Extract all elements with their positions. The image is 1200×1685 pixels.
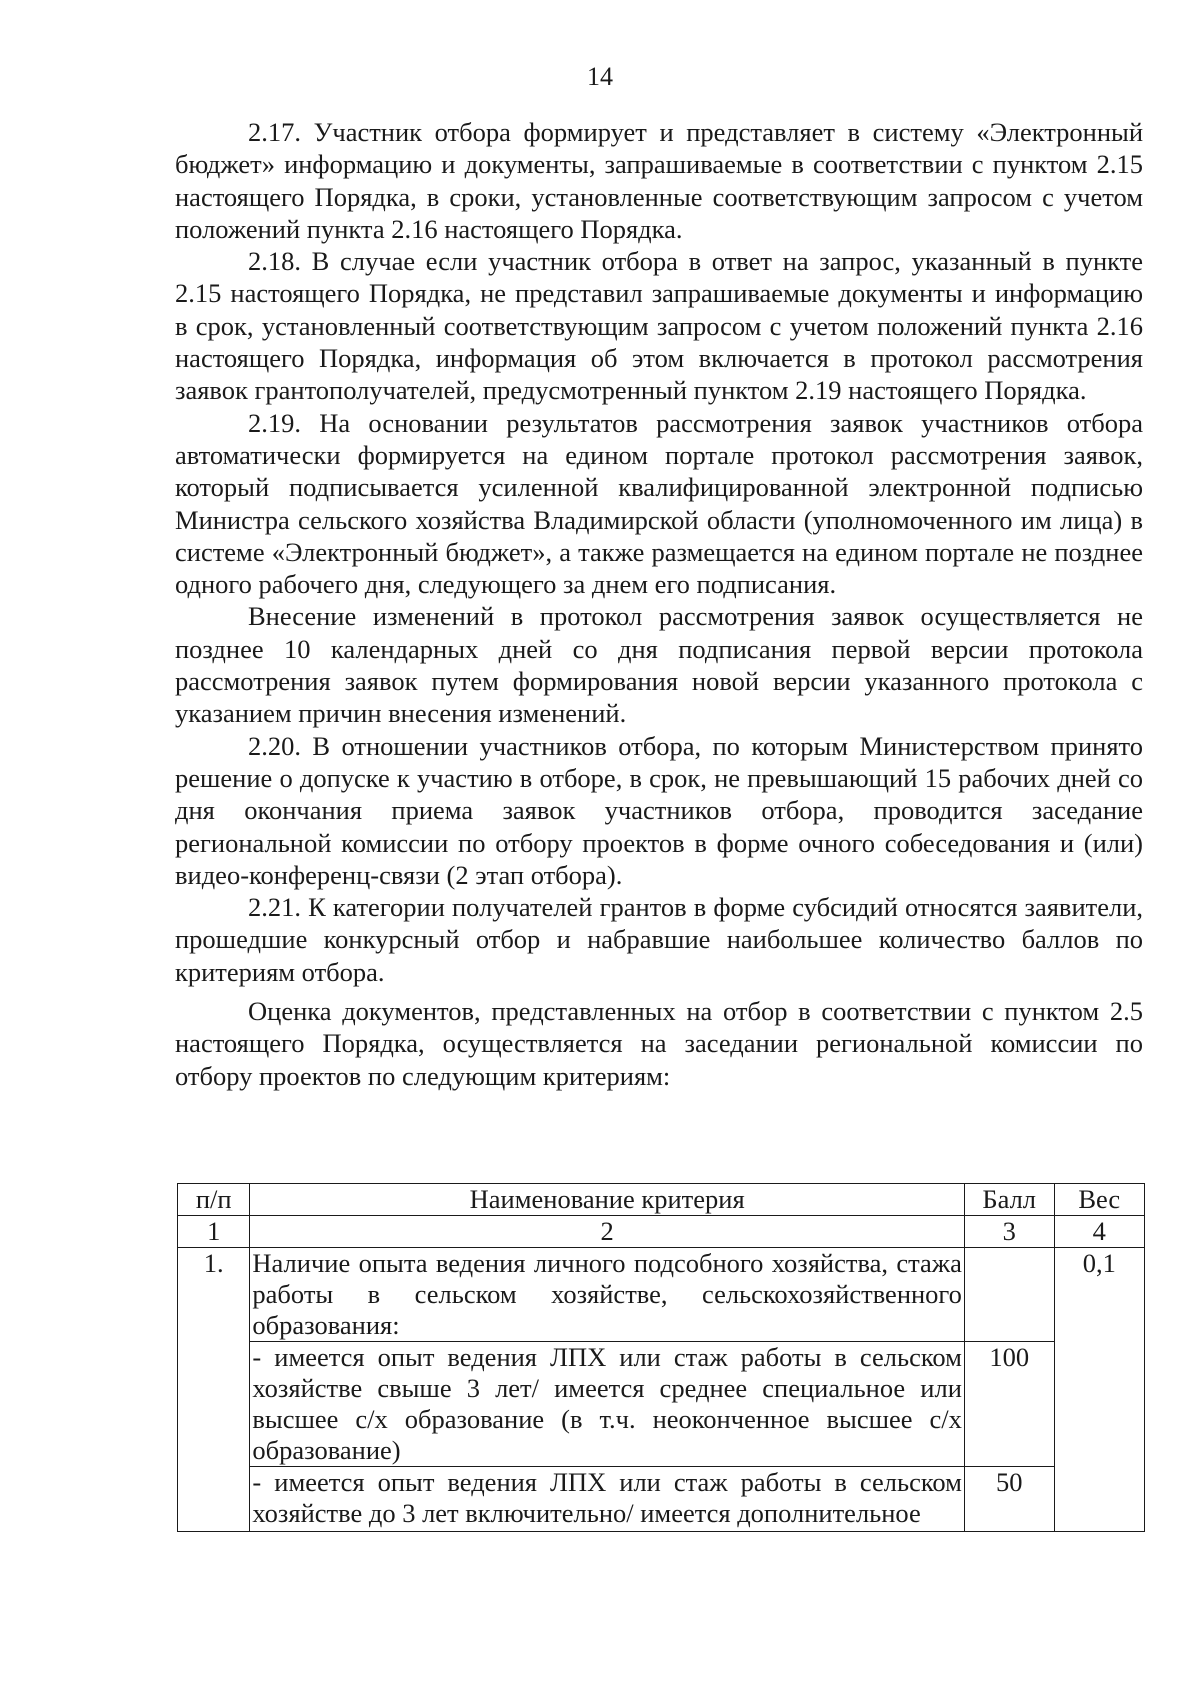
criterion-name: Наличие опыта ведения личного подсобного хозяйства, стажа работы в сельском хозяйстве, сельскохозяйственного образования: xyxy=(250,1248,964,1342)
criterion-option-text: - имеется опыт ведения ЛПХ или стаж работы в сельском хозяйстве до 3 лет включительно/ имеется дополнительное xyxy=(250,1467,964,1532)
column-number-2: 2 xyxy=(250,1216,964,1248)
paragraph-2-21: 2.21. К категории получателей грантов в форме субсидий относятся заявители, прошедшие конкурсный отбор и набравшие наибольшее количество баллов по критериям отбора. xyxy=(175,892,1143,987)
column-numbers-row xyxy=(178,1216,1145,1248)
criteria-table xyxy=(177,1183,1145,1532)
paragraph-2-20: 2.20. В отношении участников отбора, по которым Министерством принято решение о допуске к участию в отборе, в срок, не превышающий 15 рабочих дней со дня окончания приема заявок участников отбора, проводится заседание региональной комиссии по отбору проектов в форме очного собеседования и (или) видео-конференц-связи (2 этап отбора). xyxy=(175,730,1143,890)
criterion-weight: 0,1 xyxy=(1054,1248,1145,1532)
header-number: п/п xyxy=(178,1184,250,1216)
table-header-row xyxy=(178,1184,1145,1216)
paragraph-2-17: 2.17. Участник отбора формирует и представляет в систему «Электронный бюджет» информацию и документы, запрашиваемые в соответствии с пунктом 2.15 настоящего Порядка, в сроки, установленные соответствующим запросом с учетом положений пункта 2.16 настоящего Порядка. xyxy=(175,117,1143,244)
criterion-option-score: 100 xyxy=(964,1342,1054,1467)
table-row xyxy=(178,1248,1145,1342)
criterion-number: 1. xyxy=(178,1248,250,1532)
header-score: Балл xyxy=(964,1184,1054,1216)
column-number-4: 4 xyxy=(1054,1216,1145,1248)
criterion-option-text: - имеется опыт ведения ЛПХ или стаж работы в сельском хозяйстве свыше 3 лет/ имеется среднее специальное или высшее с/х образование (в т.ч. неоконченное высшее с/х образование) xyxy=(250,1342,964,1467)
paragraph-evaluation: Оценка документов, представленных на отбор в соответствии с пунктом 2.5 настоящего Порядка, осуществляется на заседании региональной комиссии по отбору проектов по следующим критериям: xyxy=(175,996,1143,1091)
paragraph-protocol-changes: Внесение изменений в протокол рассмотрения заявок осуществляется не позднее 10 календарных дней со дня подписания первой версии протокола рассмотрения заявок путем формирования новой версии указанного протокола с указанием причин внесения изменений. xyxy=(175,601,1143,729)
column-number-1: 1 xyxy=(178,1216,250,1248)
header-weight: Вес xyxy=(1054,1184,1145,1216)
document-body xyxy=(175,116,1143,1092)
paragraph-2-19: 2.19. На основании результатов рассмотрения заявок участников отбора автоматически формируется на едином портале протокол рассмотрения заявок, который подписывается усиленной квалифицированной электронной подписью Министра сельского хозяйства Владимирской области (уполномоченного им лица) в системе «Электронный бюджет», а также размещается на едином портале не позднее одного рабочего дня, следующего за днем его подписания. xyxy=(175,407,1143,600)
table-row xyxy=(178,1467,1145,1532)
column-number-3: 3 xyxy=(964,1216,1054,1248)
criterion-score-empty xyxy=(964,1248,1054,1342)
header-criterion-name: Наименование критерия xyxy=(250,1184,964,1216)
page-number: 14 xyxy=(587,62,613,91)
table-row xyxy=(178,1342,1145,1467)
criterion-option-score: 50 xyxy=(964,1467,1054,1532)
paragraph-2-18: 2.18. В случае если участник отбора в ответ на запрос, указанный в пункте 2.15 настоящего Порядка, не представил запрашиваемые документы и информацию в срок, установленный соответствующим запросом с учетом положений пункта 2.16 настоящего Порядка, информация об этом включается в протокол рассмотрения заявок грантополучателей, предусмотренный пунктом 2.19 настоящего Порядка. xyxy=(175,246,1143,406)
